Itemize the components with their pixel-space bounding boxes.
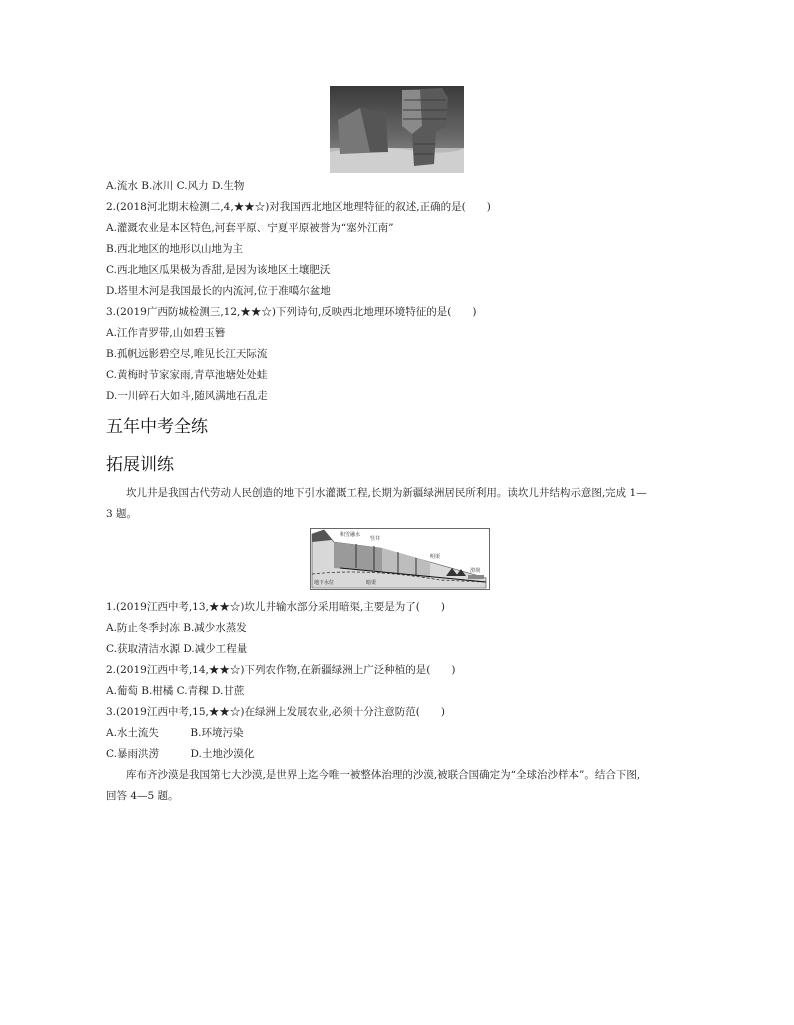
q3-option-c: C.黄梅时节家家雨,青草池塘处处蛙 [106,369,268,381]
k2-options: A.葡萄 B.柑橘 C.青稞 D.甘蔗 [106,685,245,697]
q2-option-b: B.西北地区的地形以山地为主 [106,243,244,255]
q2-option-a: A.灌溉农业是本区特色,河套平原、宁夏平原被誉为“塞外江南” [106,222,394,234]
k3-options-cd: C.暴雨洪涝 D.土地沙漠化 [106,748,255,760]
q3-option-a: A.江作青罗带,山如碧玉簪 [106,327,226,339]
subsection-title: 拓展训练 [106,455,174,475]
karez-intro-line1: 坎儿井是我国古代劳动人民创造的地下引水灌溉工程,长期为新疆绿洲居民所利用。读坎儿井结构示意图,完成 1— [126,487,647,499]
options-wind-landform: A.流水 B.冰川 C.风力 D.生物 [106,180,245,192]
label-well: 竖井 [370,536,381,542]
section-title: 五年中考全练 [106,417,208,437]
label-underground-water: 地下水位 [314,580,335,586]
k2-stem: 2.(2019江西中考,14,★★☆)下列农作物,在新疆绿洲上广泛种植的是( ) [106,664,456,676]
karez-intro-line2: 3 题。 [106,508,138,520]
k1-stem: 1.(2019江西中考,13,★★☆)坎儿井输水部分采用暗渠,主要是为了( ) [106,601,445,613]
label-dark-channel: 暗渠 [366,580,377,586]
kubuqi-intro-line2: 回答 4—5 题。 [106,790,179,802]
k1-options-ab: A.防止冬季封冻 B.减少水蒸发 [106,622,247,634]
q3-stem: 3.(2019广西防城检测三,12,★★☆)下列诗句,反映西北地理环境特征的是( ) [106,306,477,318]
q2-option-d: D.塔里木河是我国最长的内流河,位于准噶尔盆地 [106,285,331,297]
k3-stem: 3.(2019江西中考,15,★★☆)在绿洲上发展农业,必须十分注意防范( ) [106,706,445,718]
label-open-channel: 明渠 [430,554,441,560]
yardang-photo [330,86,464,173]
k3-options-ab: A.水土流失 B.环境污染 [106,727,244,739]
kubuqi-intro-line1: 库布齐沙漠是我国第七大沙漠,是世界上迄今唯一被整体治理的沙漠,被联合国确定为“全球治沙样本”。结合下图, [126,769,641,781]
label-pond: 涝坝 [470,568,481,574]
q3-option-d: D.一川碎石大如斗,随风满地石乱走 [106,390,268,402]
karez-diagram [310,528,490,590]
q2-stem: 2.(2018河北期末检测二,4,★★☆)对我国西北地区地理特征的叙述,正确的是( ) [106,201,491,213]
k1-options-cd: C.获取清洁水源 D.减少工程量 [106,643,248,655]
q2-option-c: C.西北地区瓜果极为香甜,是因为该地区土壤肥沃 [106,264,331,276]
label-snowmelt: 积雪融水 [340,532,361,538]
q3-option-b: B.孤帆远影碧空尽,唯见长江天际流 [106,348,268,360]
